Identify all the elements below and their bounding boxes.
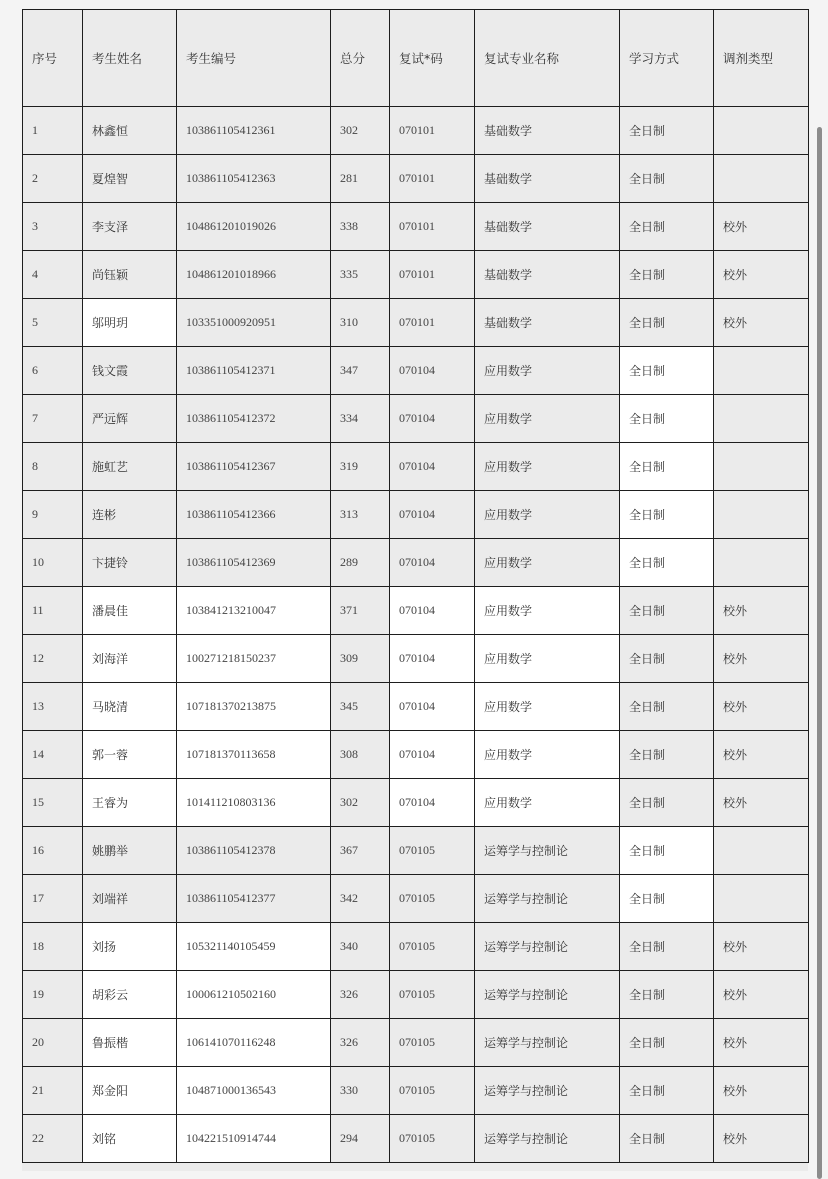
table-row [23,299,809,347]
cell-mode: 全日制 [620,1067,714,1115]
cell-code: 070105 [390,971,475,1019]
cell-transfer [714,875,809,923]
admission-list-sheet [22,9,808,1171]
cell-mode: 全日制 [620,923,714,971]
admission-table [22,9,809,1163]
cell-index: 22 [23,1115,83,1163]
cell-transfer [714,107,809,155]
cell-index: 4 [23,251,83,299]
table-row [23,875,809,923]
cell-mode: 全日制 [620,587,714,635]
cell-id: 104861201019026 [177,203,331,251]
table-row [23,971,809,1019]
cell-mode: 全日制 [620,443,714,491]
cell-name: 姚鹏举 [83,827,177,875]
cell-score: 313 [331,491,390,539]
cell-index: 5 [23,299,83,347]
cell-score: 335 [331,251,390,299]
table-row [23,1019,809,1067]
cell-transfer [714,395,809,443]
cell-id: 103861105412369 [177,539,331,587]
cell-major: 应用数学 [475,347,620,395]
cell-mode: 全日制 [620,1115,714,1163]
cell-transfer: 校外 [714,299,809,347]
header-candidate-name: 考生姓名 [83,10,177,107]
cell-score: 308 [331,731,390,779]
cell-score: 367 [331,827,390,875]
cell-major: 基础数学 [475,299,620,347]
cell-mode: 全日制 [620,635,714,683]
cell-name: 卞捷铃 [83,539,177,587]
table-row [23,491,809,539]
cell-code: 070101 [390,155,475,203]
cell-id: 107181370213875 [177,683,331,731]
cell-name: 潘晨佳 [83,587,177,635]
table-row [23,1067,809,1115]
cell-id: 104871000136543 [177,1067,331,1115]
cell-index: 18 [23,923,83,971]
header-major-name: 复试专业名称 [475,10,620,107]
header-total-score: 总分 [331,10,390,107]
cell-name: 马晓清 [83,683,177,731]
cell-id: 103861105412361 [177,107,331,155]
cell-score: 310 [331,299,390,347]
cell-transfer [714,539,809,587]
cell-mode: 全日制 [620,251,714,299]
cell-name: 施虹艺 [83,443,177,491]
cell-code: 070105 [390,875,475,923]
cell-mode: 全日制 [620,347,714,395]
header-index: 序号 [23,10,83,107]
cell-score: 340 [331,923,390,971]
cell-code: 070104 [390,587,475,635]
header-transfer-type: 调剂类型 [714,10,809,107]
cell-id: 104861201018966 [177,251,331,299]
table-row [23,107,809,155]
cell-name: 李支泽 [83,203,177,251]
cell-mode: 全日制 [620,155,714,203]
cell-transfer: 校外 [714,635,809,683]
cell-code: 070104 [390,635,475,683]
table-row [23,1115,809,1163]
cell-major: 运筹学与控制论 [475,875,620,923]
cell-code: 070104 [390,539,475,587]
cell-name: 连彬 [83,491,177,539]
table-body [23,107,809,1163]
cell-name: 严远辉 [83,395,177,443]
table-row [23,347,809,395]
cell-major: 运筹学与控制论 [475,827,620,875]
table-row [23,779,809,827]
cell-name: 尚钰颖 [83,251,177,299]
cell-name: 王睿为 [83,779,177,827]
cell-index: 14 [23,731,83,779]
cell-id: 104221510914744 [177,1115,331,1163]
cell-name: 刘铭 [83,1115,177,1163]
cell-major: 应用数学 [475,779,620,827]
cell-code: 070104 [390,731,475,779]
header-candidate-id: 考生编号 [177,10,331,107]
cell-score: 371 [331,587,390,635]
cell-code: 070104 [390,683,475,731]
cell-mode: 全日制 [620,1019,714,1067]
cell-score: 334 [331,395,390,443]
cell-major: 应用数学 [475,635,620,683]
cell-major: 基础数学 [475,251,620,299]
cell-transfer [714,155,809,203]
cell-index: 6 [23,347,83,395]
cell-id: 103861105412366 [177,491,331,539]
cell-major: 运筹学与控制论 [475,1019,620,1067]
table-row [23,731,809,779]
cell-major: 应用数学 [475,491,620,539]
cell-id: 106141070116248 [177,1019,331,1067]
cell-score: 345 [331,683,390,731]
cell-code: 070104 [390,395,475,443]
cell-id: 100061210502160 [177,971,331,1019]
cell-name: 刘海洋 [83,635,177,683]
cell-code: 070104 [390,779,475,827]
cell-major: 应用数学 [475,443,620,491]
cell-mode: 全日制 [620,971,714,1019]
cell-index: 2 [23,155,83,203]
cell-index: 1 [23,107,83,155]
cell-id: 103861105412371 [177,347,331,395]
cell-transfer: 校外 [714,1067,809,1115]
cell-index: 21 [23,1067,83,1115]
cell-mode: 全日制 [620,683,714,731]
table-row [23,923,809,971]
table-row [23,395,809,443]
cell-name: 刘扬 [83,923,177,971]
cell-code: 070101 [390,107,475,155]
cell-score: 330 [331,1067,390,1115]
cell-index: 19 [23,971,83,1019]
cell-index: 16 [23,827,83,875]
cell-code: 070101 [390,299,475,347]
cell-code: 070101 [390,203,475,251]
cell-transfer: 校外 [714,587,809,635]
cell-mode: 全日制 [620,539,714,587]
cell-code: 070104 [390,491,475,539]
cell-index: 9 [23,491,83,539]
cell-code: 070101 [390,251,475,299]
header-retest-code: 复试*码 [390,10,475,107]
table-row [23,587,809,635]
cell-mode: 全日制 [620,395,714,443]
table-row [23,827,809,875]
cell-index: 20 [23,1019,83,1067]
cell-major: 运筹学与控制论 [475,1067,620,1115]
cell-index: 12 [23,635,83,683]
cell-id: 107181370113658 [177,731,331,779]
cell-name: 林鑫恒 [83,107,177,155]
cell-mode: 全日制 [620,779,714,827]
cell-name: 鲁振楷 [83,1019,177,1067]
cell-transfer: 校外 [714,1019,809,1067]
cell-major: 应用数学 [475,683,620,731]
cell-code: 070104 [390,347,475,395]
cell-major: 运筹学与控制论 [475,923,620,971]
cell-code: 070105 [390,1019,475,1067]
cell-score: 338 [331,203,390,251]
cell-transfer [714,347,809,395]
cell-index: 10 [23,539,83,587]
cell-index: 17 [23,875,83,923]
cell-major: 运筹学与控制论 [475,971,620,1019]
cell-id: 103841213210047 [177,587,331,635]
cell-id: 103861105412363 [177,155,331,203]
cell-index: 8 [23,443,83,491]
table-row [23,443,809,491]
cell-mode: 全日制 [620,491,714,539]
cell-score: 309 [331,635,390,683]
cell-mode: 全日制 [620,875,714,923]
table-row [23,539,809,587]
cell-transfer: 校外 [714,1115,809,1163]
cell-name: 钱文霞 [83,347,177,395]
cell-transfer: 校外 [714,971,809,1019]
table-row [23,203,809,251]
cell-id: 100271218150237 [177,635,331,683]
cell-transfer [714,443,809,491]
table-row [23,155,809,203]
table-row [23,635,809,683]
cell-id: 105321140105459 [177,923,331,971]
cell-name: 郑金阳 [83,1067,177,1115]
cell-mode: 全日制 [620,299,714,347]
cell-code: 070105 [390,1067,475,1115]
table-row [23,683,809,731]
cell-transfer [714,827,809,875]
cell-transfer [714,491,809,539]
cell-name: 胡彩云 [83,971,177,1019]
cell-transfer: 校外 [714,923,809,971]
cell-score: 281 [331,155,390,203]
cell-major: 运筹学与控制论 [475,1115,620,1163]
cell-index: 13 [23,683,83,731]
cell-score: 294 [331,1115,390,1163]
cell-transfer: 校外 [714,203,809,251]
cell-score: 347 [331,347,390,395]
cell-major: 基础数学 [475,155,620,203]
cell-mode: 全日制 [620,827,714,875]
cell-name: 夏煌智 [83,155,177,203]
cell-id: 103351000920951 [177,299,331,347]
cell-major: 基础数学 [475,203,620,251]
cell-code: 070105 [390,1115,475,1163]
cell-id: 103861105412377 [177,875,331,923]
cell-id: 103861105412372 [177,395,331,443]
cell-mode: 全日制 [620,107,714,155]
cell-major: 基础数学 [475,107,620,155]
table-header-row [23,10,809,107]
cell-transfer: 校外 [714,779,809,827]
cell-major: 应用数学 [475,395,620,443]
table-row [23,251,809,299]
cell-major: 应用数学 [475,539,620,587]
cell-index: 15 [23,779,83,827]
cell-transfer: 校外 [714,731,809,779]
cell-transfer: 校外 [714,683,809,731]
cell-major: 应用数学 [475,587,620,635]
cell-mode: 全日制 [620,731,714,779]
cell-major: 应用数学 [475,731,620,779]
cell-code: 070105 [390,827,475,875]
cell-index: 11 [23,587,83,635]
scrollbar[interactable] [817,127,822,1179]
cell-mode: 全日制 [620,203,714,251]
cell-name: 刘端祥 [83,875,177,923]
cell-code: 070104 [390,443,475,491]
cell-score: 302 [331,779,390,827]
cell-name: 郭一蓉 [83,731,177,779]
cell-id: 103861105412367 [177,443,331,491]
cell-id: 103861105412378 [177,827,331,875]
cell-score: 319 [331,443,390,491]
cell-code: 070105 [390,923,475,971]
cell-score: 289 [331,539,390,587]
cell-transfer: 校外 [714,251,809,299]
cell-id: 101411210803136 [177,779,331,827]
cell-score: 326 [331,1019,390,1067]
cell-name: 邬明玥 [83,299,177,347]
cell-score: 302 [331,107,390,155]
cell-score: 326 [331,971,390,1019]
cell-index: 7 [23,395,83,443]
cell-score: 342 [331,875,390,923]
cell-index: 3 [23,203,83,251]
header-study-mode: 学习方式 [620,10,714,107]
